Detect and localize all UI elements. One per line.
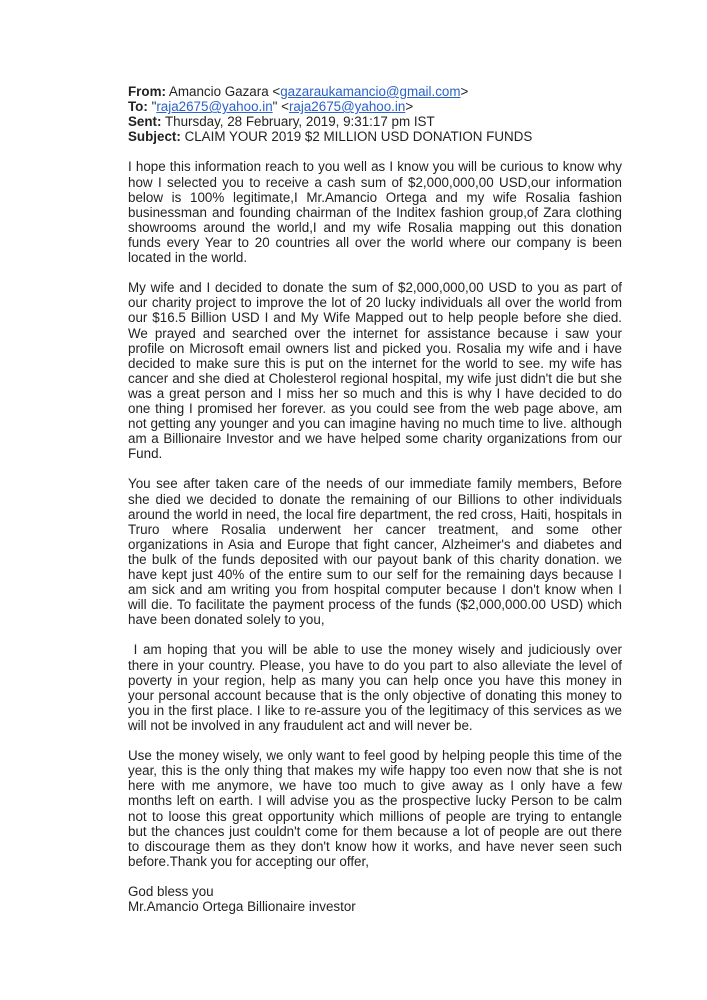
spacer (128, 265, 622, 280)
body-paragraph-4: I am hoping that you will be able to use the money wisely and judiciously over there in your country. Please, you have to do you part to also alleviate the level of poverty in your region, help as many you can help once you have this money in your personal account because that is the only objective of donating this money to you in the first place. I like to re-assure you of the legitimacy of this services as we will not be involved in any fraudulent act and will never be. (128, 642, 626, 733)
spacer (128, 627, 622, 642)
sent-date: Thursday, 28 February, 2019, 9:31:17 pm IST (164, 114, 435, 130)
spacer (128, 144, 622, 159)
to-line (128, 99, 622, 114)
body-paragraph-5: Use the money wisely, we only want to feel good by helping people this time of the year, this is the only thing that makes my wife happy too even now that she is not here with me anymore, we have too much to give away as I only have a few months left on earth. I will advise you as the prospective lucky Person to be calm not to loose this great opportunity which millions of people are trying to entangle but the chances just couldn't come for them because a lot of people are out there to discourage them as they don't know how it works, and have never seen such before.Thank you for accepting our offer, (128, 748, 622, 869)
body-paragraph-2: My wife and I decided to donate the sum of $2,000,000,00 USD to you as part of our charity project to improve the lot of 20 lucky individuals all over the world from our $16.5 Billion USD I and My Wife Mapped out to help people before she died. We prayed and searched over the internet for assistance because i saw your profile on Microsoft email owners list and picked you. Rosalia my wife and i have decided to make sure this is put on the internet for the world to see. my wife has cancer and she died at Cholesterol regional hospital, my wife just didn't die but she was a great person and I miss her so much and this is why I have decided to do one thing I promised her forever. as you could see from the web page above, am not getting any younger and you can imagine having no much time to live. although am a Billionaire Investor and we have helped some charity organizations from our Fund. (128, 280, 622, 462)
spacer (128, 461, 622, 476)
spacer (128, 869, 622, 884)
signature-line: Mr.Amancio Ortega Billionaire investor (128, 899, 356, 915)
bracket-close: > (460, 84, 469, 99)
bracket-close: > (405, 99, 414, 115)
sender-email-link[interactable]: gazaraukamancio@gmail.com (280, 84, 461, 99)
subject-line (128, 129, 622, 144)
email-document (128, 84, 626, 915)
recipient-email-link[interactable]: raja2675@yahoo.in (288, 99, 406, 115)
email-body (128, 159, 626, 915)
spacer (128, 733, 622, 748)
sent-label: Sent: (128, 114, 162, 130)
from-line (128, 84, 622, 99)
from-label: From: (128, 84, 166, 99)
subject-text: CLAIM YOUR 2019 $2 MILLION USD DONATION FUNDS (184, 129, 533, 145)
sender-name: Amancio Gazara (168, 84, 269, 99)
sent-line (128, 114, 622, 129)
quote-open: " (151, 99, 157, 115)
body-paragraph-3: You see after taken care of the needs of our immediate family members, Before she died we decided to donate the remaining of our Billions to other individuals around the world in need, the local fire department, the red cross, Haiti, hospitals in Truro where Rosalia underwent her cancer treatment, and some other organizations in Asia and Europe that fight cancer, Alzheimer's and diabetes and the bulk of the funds deposited with our payout bank of this charity donation. we have kept just 40% of the entire sum to our self for the remaining days because I am sick and am writing you from hospital computer because I don't know when I will die. To facilitate the payment process of the funds ($2,000,000.00 USD) which have been donated solely to you, (128, 476, 622, 628)
recipient-display-link[interactable]: raja2675@yahoo.in (156, 99, 273, 115)
to-label: To: (128, 99, 148, 115)
closing-line: God bless you (128, 883, 214, 899)
bracket-open: < (272, 84, 281, 99)
email-header (128, 84, 622, 144)
subject-label: Subject: (128, 129, 181, 145)
body-paragraph-1: I hope this information reach to you well as I know you will be curious to know why how I selected you to receive a cash sum of $2,000,000,00 USD,our information below is 100% legitimate,I Mr.Amancio Ortega and my wife Rosalia fashion businessman and founding chairman of the Inditex fashion group,of Zara clothing showrooms around the world,I and my wife Rosalia mapping out this donation funds every Year to 20 countries all over the world where our company is been located in the world. (128, 159, 622, 266)
quote-close: " < (272, 99, 289, 115)
